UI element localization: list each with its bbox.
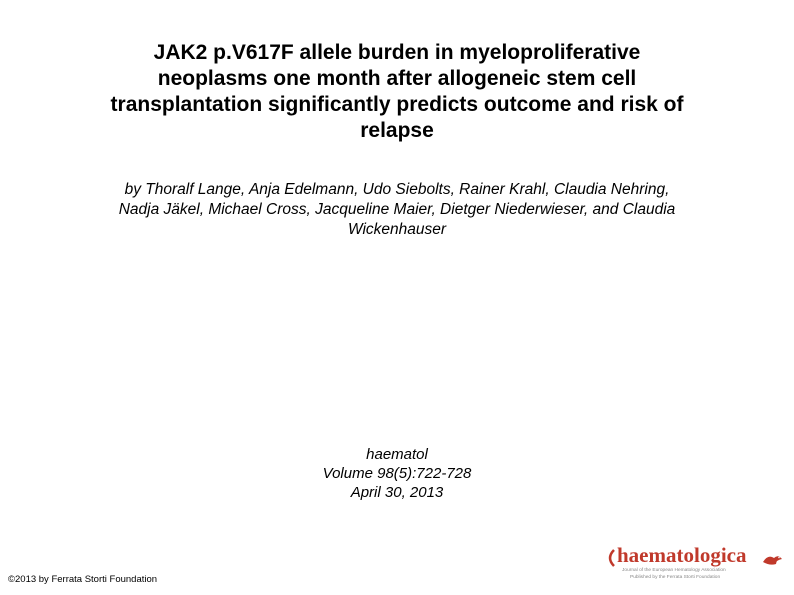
- title-line: transplantation significantly predicts outcome and risk of: [110, 93, 684, 116]
- publication-date: April 30, 2013: [350, 484, 444, 501]
- logo-swirl-icon: [610, 550, 614, 566]
- logo-wordmark: haematologica: [617, 543, 747, 567]
- volume-info: Volume 98(5):722-728: [322, 465, 472, 482]
- title-line: JAK2 p.V617F allele burden in myeloproliferative: [153, 41, 641, 64]
- bird-icon: [763, 556, 782, 564]
- citation-block: [247, 445, 547, 502]
- author-line: by Thoralf Lange, Anja Edelmann, Udo Siebolts, Rainer Krahl, Claudia Nehring,: [124, 181, 670, 198]
- copyright-notice: ©2013 by Ferrata Storti Foundation: [8, 574, 158, 585]
- title-line: relapse: [360, 119, 434, 142]
- journal-name: haematol: [366, 446, 428, 463]
- article-title: [40, 40, 754, 144]
- haematologica-logo: [600, 540, 785, 580]
- author-list: [40, 180, 754, 240]
- logo-tagline-2: Published by the Ferrata Storti Foundation: [630, 575, 721, 580]
- author-line: Wickenhauser: [347, 221, 447, 238]
- logo-tagline-1: Journal of the European Hematology Association: [622, 568, 726, 573]
- title-line: neoplasms one month after allogeneic stem cell: [157, 67, 637, 90]
- author-line: Nadja Jäkel, Michael Cross, Jacqueline Maier, Dietger Niederwieser, and Claudia: [118, 201, 676, 218]
